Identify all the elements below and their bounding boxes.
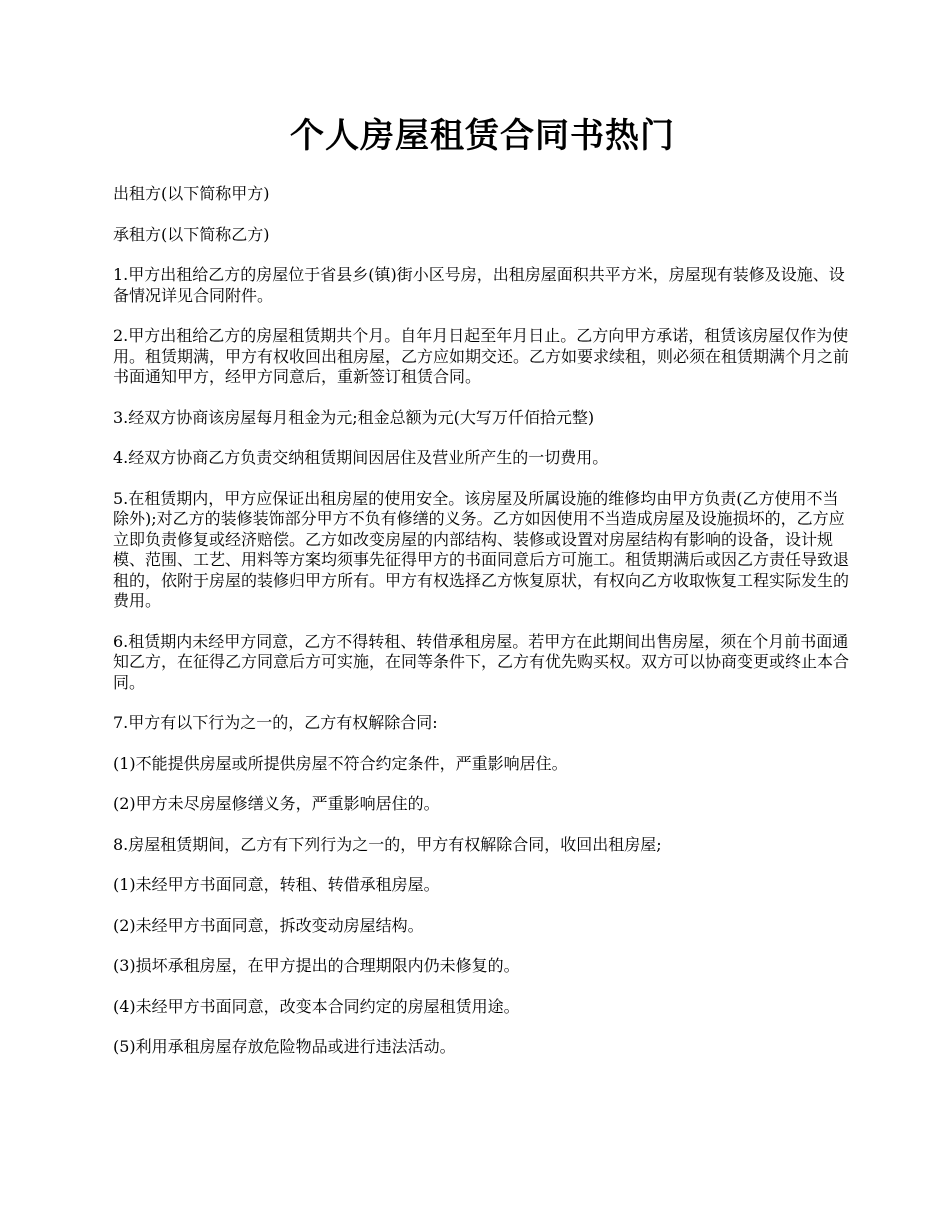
clause-7-item-1: (1)不能提供房屋或所提供房屋不符合约定条件，严重影响居住。 — [113, 753, 568, 773]
clause-8-item-1: (1)未经甲方书面同意，转租、转借承租房屋。 — [113, 875, 440, 894]
clause-1: 1.甲方出租给乙方的房屋位于省县乡(镇)街小区号房，出租房屋面积共平方米，房屋现有装修及设施、设备情况详见合同附件。 — [113, 265, 845, 305]
clause-8-item-2: (2)未经甲方书面同意，拆改变动房屋结构。 — [113, 915, 424, 935]
document-title: 个人房屋租赁合同书热门 — [290, 116, 675, 156]
party-b-line: 承租方(以下简称乙方) — [113, 224, 270, 244]
clause-6: 6.租赁期内未经甲方同意，乙方不得转租、转借承租房屋。若甲方在此期间出售房屋，须在个月前书面通知乙方，在征得乙方同意后方可实施，在同等条件下，乙方有优先购买权。双方可以协商变更或终止本合同。 — [113, 631, 850, 692]
clause-3: 3.经双方协商该房屋每月租金为元;租金总额为元(大写万仟佰拾元整) — [113, 407, 595, 427]
party-a-line: 出租方(以下简称甲方) — [113, 184, 270, 203]
clause-8-item-3: (3)损坏承租房屋，在甲方提出的合理期限内仍未修复的。 — [113, 956, 520, 975]
clause-8-item-4: (4)未经甲方书面同意，改变本合同约定的房屋租赁用途。 — [113, 996, 520, 1016]
clause-7: 7.甲方有以下行为之一的，乙方有权解除合同: — [113, 713, 438, 732]
clause-8: 8.房屋租赁期间，乙方有下列行为之一的，甲方有权解除合同，收回出租房屋; — [113, 834, 662, 854]
clause-7-item-2: (2)甲方未尽房屋修缮义务，严重影响居住的。 — [113, 794, 440, 813]
clause-2: 2.甲方出租给乙方的房屋租赁期共个月。自年月日起至年月日止。乙方向甲方承诺，租赁该房屋仅作为使用。租赁期满，甲方有权收回出租房屋，乙方应如期交还。乙方如要求续租，则必须在租赁期满个月之前书面通知甲方，经甲方同意后，重新签订租赁合同。 — [113, 326, 850, 386]
clause-5: 5.在租赁期内，甲方应保证出租房屋的使用安全。该房屋及所属设施的维修均由甲方负责(乙方使用不当除外);对乙方的装修装饰部分甲方不负有修缮的义务。乙方如因使用不当造成房屋及设施损坏的，乙方应立即负责修复或经济赔偿。乙方如改变房屋的内部结构、装修或设置对房屋结构有影响的设备，设计规模、范围、工艺、用料等方案均须事先征得甲方的书面同意后方可施工。租赁期满后或因乙方责任导致退租的，依附于房屋的装修归甲方所有。甲方有权选择乙方恢复原状，有权向乙方收取恢复工程实际发生的费用。 — [113, 488, 850, 610]
clause-4: 4.经双方协商乙方负责交纳租赁期间因居住及营业所产生的一切费用。 — [113, 448, 609, 467]
clause-8-item-5: (5)利用承租房屋存放危险物品或进行违法活动。 — [113, 1037, 456, 1056]
